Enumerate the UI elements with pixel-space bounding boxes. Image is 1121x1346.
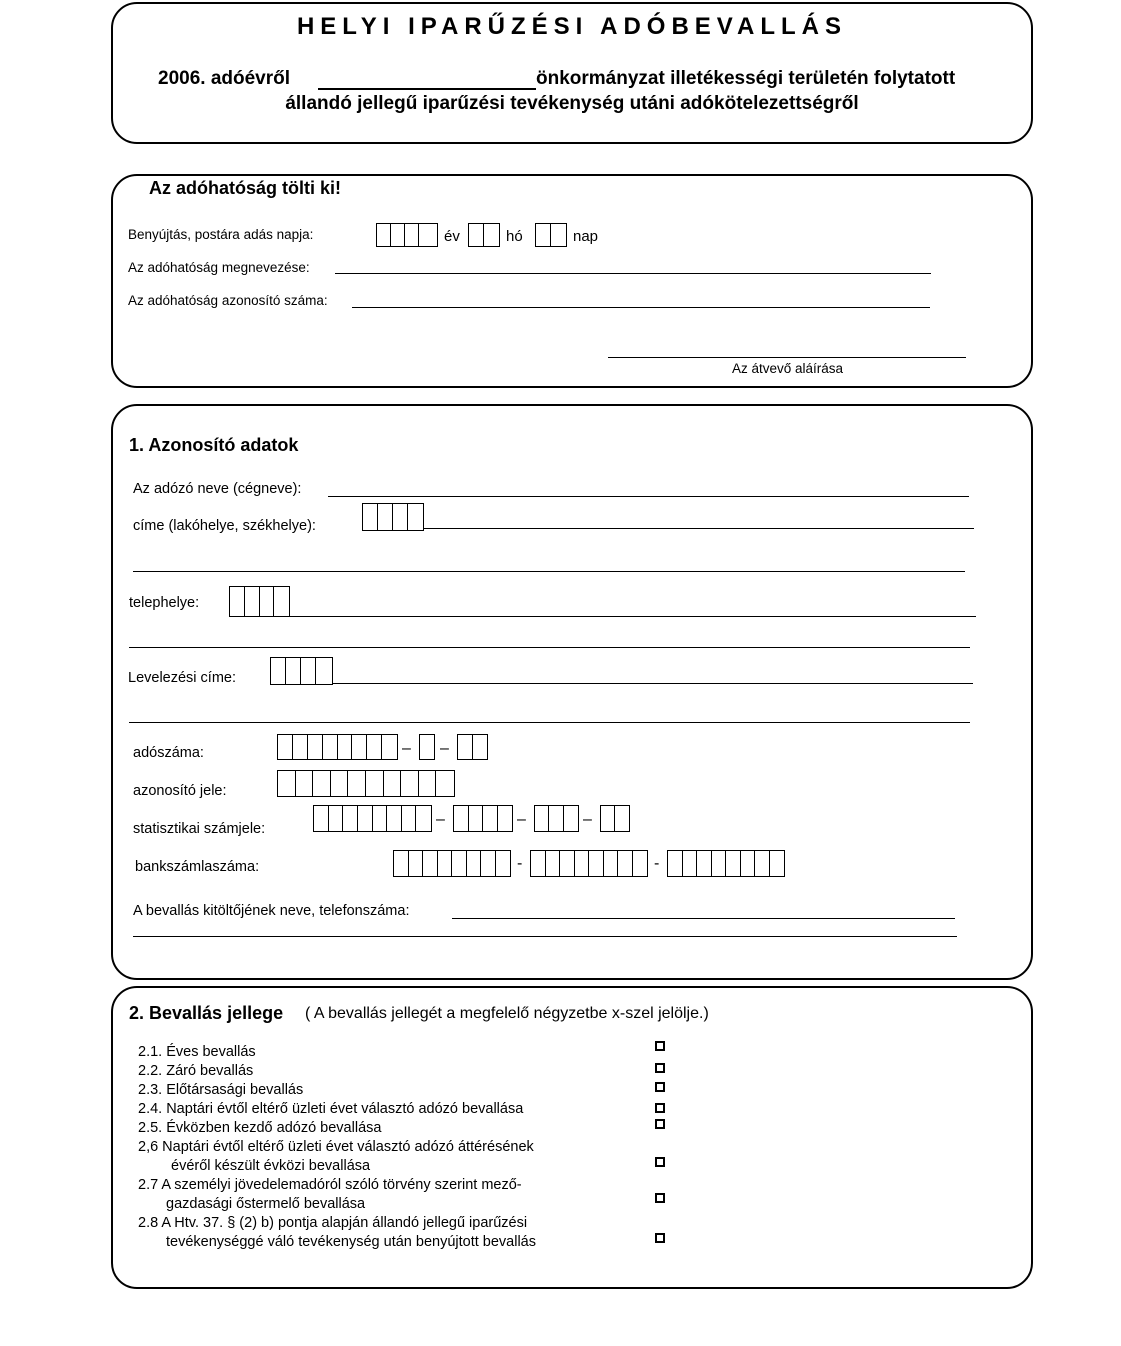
signature-line[interactable] (608, 357, 966, 358)
stat-number-boxes-4[interactable] (600, 805, 630, 832)
bank-account-boxes-3[interactable] (667, 850, 785, 877)
signature-label: Az átvevő aláírása (732, 361, 844, 376)
bank-dash-1: - (517, 855, 523, 872)
item-2-5: 2.5. Évközben kezdő adózó bevallása (138, 1120, 382, 1136)
bank-dash-2: - (654, 855, 660, 872)
taxpayer-name-label: Az adózó neve (cégneve): (133, 481, 302, 497)
tax-number-dash-2: – (440, 740, 449, 757)
stat-number-boxes-1[interactable] (313, 805, 432, 832)
site-field-line2[interactable] (129, 647, 970, 648)
checkbox-2-1[interactable] (655, 1041, 665, 1051)
stat-number-boxes-3[interactable] (534, 805, 579, 832)
authority-id-label: Az adóhatóság azonosító száma: (128, 293, 328, 308)
item-2-3: 2.3. Előtársasági bevallás (138, 1082, 304, 1098)
mail-address-field-line2[interactable] (129, 722, 970, 723)
authority-panel (111, 174, 1033, 388)
section2-heading: 2. Bevallás jellege (129, 1003, 284, 1023)
item-2-8: 2.8 A Htv. 37. § (2) b) pontja alapján állandó jellegű iparűzési (138, 1215, 528, 1231)
header-subtitle: állandó jellegű iparűzési tevékenység utáni adókötelezettségről (285, 93, 859, 114)
municipality-field[interactable] (318, 88, 536, 90)
id-mark-boxes[interactable] (277, 770, 455, 797)
address-postcode-boxes[interactable] (362, 503, 424, 531)
item-2-1: 2.1. Éves bevallás (138, 1044, 256, 1060)
year-label: év (444, 228, 460, 245)
mail-address-label: Levelezési címe: (128, 670, 236, 686)
tax-number-main-boxes[interactable] (277, 734, 398, 760)
site-label: telephelye: (129, 595, 200, 611)
authority-heading: Az adóhatóság tölti ki! (145, 178, 345, 199)
stat-number-label: statisztikai számjele: (133, 821, 266, 837)
mail-address-field[interactable] (333, 683, 973, 684)
submit-month-boxes[interactable] (468, 223, 500, 247)
submit-date-label: Benyújtás, postára adás napja: (128, 227, 314, 242)
site-field[interactable] (290, 616, 976, 617)
month-label: hó (506, 228, 523, 245)
tax-number-county-boxes[interactable] (457, 734, 488, 760)
authority-id-field[interactable] (352, 307, 930, 308)
item-2-4: 2.4. Naptári évtől eltérő üzleti évet választó adózó bevallása (138, 1101, 524, 1117)
address-label: címe (lakóhelye, székhelye): (133, 518, 316, 534)
filler-field[interactable] (452, 918, 955, 919)
site-postcode-boxes[interactable] (229, 586, 290, 617)
taxpayer-name-field[interactable] (328, 496, 969, 497)
checkbox-2-6[interactable] (655, 1157, 665, 1167)
header-year-text: 2006. adóévről (158, 68, 291, 89)
filler-field-line2[interactable] (133, 936, 957, 937)
section1-heading: 1. Azonosító adatok (129, 435, 299, 455)
stat-dash-3: – (583, 811, 592, 828)
address-field-line2[interactable] (133, 571, 965, 572)
stat-dash-1: – (436, 811, 445, 828)
checkbox-2-2[interactable] (655, 1063, 665, 1073)
item-2-8-cont: tevékenységgé váló tevékenység után benyújtott bevallás (166, 1234, 536, 1250)
mail-postcode-boxes[interactable] (270, 657, 333, 685)
item-2-7-cont: gazdasági őstermelő bevallása (166, 1196, 366, 1212)
item-2-6: 2,6 Naptári évtől eltérő üzleti évet választó adózó áttérésének (138, 1139, 534, 1155)
filler-label: A bevallás kitöltőjének neve, telefonszáma: (133, 903, 410, 919)
tax-number-label: adószáma: (133, 745, 204, 761)
id-mark-label: azonosító jele: (133, 783, 227, 799)
checkbox-2-4[interactable] (655, 1103, 665, 1113)
bank-account-label: bankszámlaszáma: (135, 859, 260, 875)
authority-name-field[interactable] (335, 273, 931, 274)
item-2-6-cont: évéről készült évközi bevallása (171, 1158, 371, 1174)
authority-name-label: Az adóhatóság megnevezése: (128, 260, 310, 275)
stat-dash-2: – (517, 811, 526, 828)
bank-account-boxes-1[interactable] (393, 850, 511, 877)
tax-number-vat-box[interactable] (419, 734, 435, 760)
header-municipality-text: önkormányzat illetékességi területén folytatott (536, 68, 956, 89)
day-label: nap (573, 228, 599, 245)
stat-number-boxes-2[interactable] (453, 805, 513, 832)
checkbox-2-5[interactable] (655, 1119, 665, 1129)
submit-day-boxes[interactable] (535, 223, 567, 247)
form-title: HELYI IPARŰZÉSI ADÓBEVALLÁS (296, 13, 848, 40)
submit-year-boxes[interactable] (376, 223, 438, 247)
section2-note: ( A bevallás jellegét a megfelelő négyzetbe x-szel jelölje.) (305, 1005, 709, 1022)
checkbox-2-7[interactable] (655, 1193, 665, 1203)
checkbox-2-8[interactable] (655, 1233, 665, 1243)
bank-account-boxes-2[interactable] (530, 850, 648, 877)
address-field[interactable] (424, 528, 974, 529)
item-2-2: 2.2. Záró bevallás (138, 1063, 254, 1079)
checkbox-2-3[interactable] (655, 1082, 665, 1092)
tax-number-dash-1: – (402, 740, 411, 757)
item-2-7: 2.7 A személyi jövedelemadóról szóló törvény szerint mező- (138, 1177, 522, 1193)
